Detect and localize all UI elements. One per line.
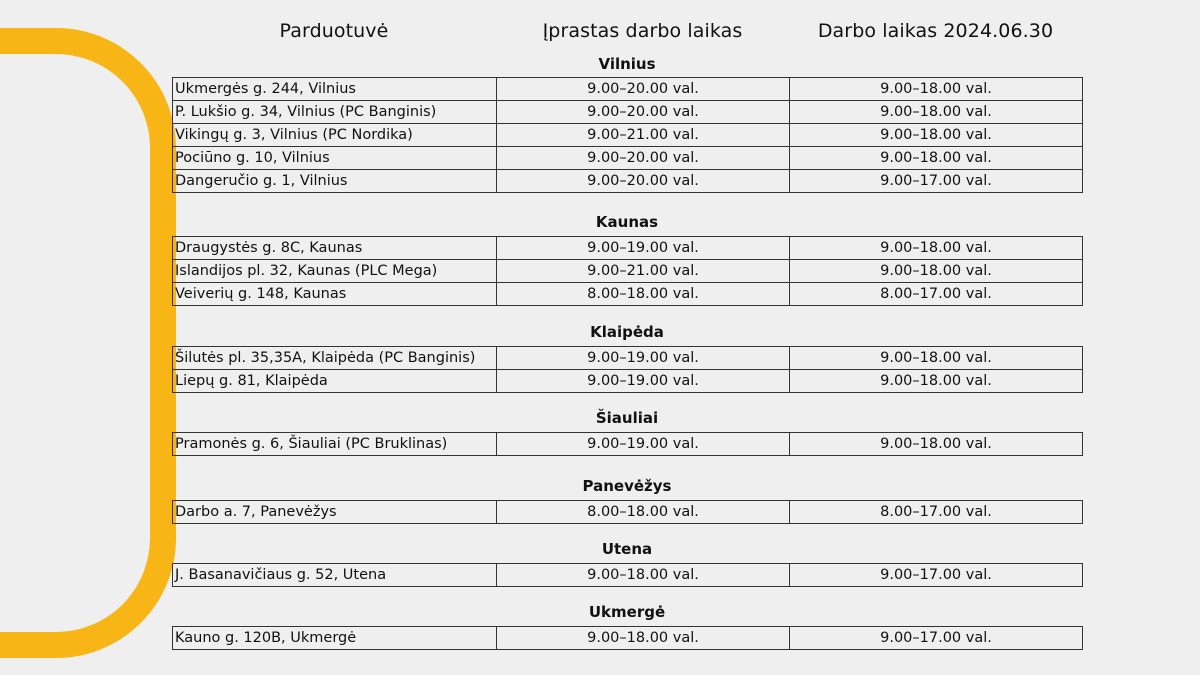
table-row <box>173 564 1083 587</box>
special-hours: 9.00–18.00 val. <box>790 347 1083 370</box>
city-table-kaunas <box>172 236 1083 306</box>
special-hours: 8.00–17.00 val. <box>790 283 1083 306</box>
regular-hours: 9.00–19.00 val. <box>497 347 790 370</box>
regular-hours: 8.00–18.00 val. <box>497 501 790 524</box>
table-header <box>172 20 1082 46</box>
store-address: Islandijos pl. 32, Kaunas (PLC Mega) <box>173 260 497 283</box>
regular-hours: 9.00–20.00 val. <box>497 78 790 101</box>
table-row <box>173 370 1083 393</box>
table-row <box>173 78 1083 101</box>
regular-hours: 9.00–18.00 val. <box>497 627 790 650</box>
store-address: Draugystės g. 8C, Kaunas <box>173 237 497 260</box>
table-row <box>173 501 1083 524</box>
column-header-regular-hours: Įprastas darbo laikas <box>542 20 743 42</box>
regular-hours: 9.00–19.00 val. <box>497 370 790 393</box>
city-table-ukmerge <box>172 626 1083 650</box>
city-heading-kaunas: Kaunas <box>595 213 659 231</box>
city-heading-vilnius: Vilnius <box>598 55 656 73</box>
table-row <box>173 433 1083 456</box>
city-heading-ukmerge: Ukmergė <box>588 603 666 621</box>
table-row <box>173 101 1083 124</box>
special-hours: 9.00–18.00 val. <box>790 147 1083 170</box>
special-hours: 9.00–18.00 val. <box>790 260 1083 283</box>
store-address: P. Lukšio g. 34, Vilnius (PC Banginis) <box>173 101 497 124</box>
special-hours: 9.00–18.00 val. <box>790 78 1083 101</box>
regular-hours: 9.00–20.00 val. <box>497 170 790 193</box>
special-hours: 9.00–18.00 val. <box>790 370 1083 393</box>
table-row <box>173 347 1083 370</box>
store-address: Vikingų g. 3, Vilnius (PC Nordika) <box>173 124 497 147</box>
special-hours: 8.00–17.00 val. <box>790 501 1083 524</box>
table-row <box>173 237 1083 260</box>
store-address: Liepų g. 81, Klaipėda <box>173 370 497 393</box>
regular-hours: 9.00–18.00 val. <box>497 564 790 587</box>
regular-hours: 9.00–21.00 val. <box>497 260 790 283</box>
store-address: Darbo a. 7, Panevėžys <box>173 501 497 524</box>
table-row <box>173 147 1083 170</box>
city-table-klaipeda <box>172 346 1083 393</box>
store-address: Pociūno g. 10, Vilnius <box>173 147 497 170</box>
store-address: Ukmergės g. 244, Vilnius <box>173 78 497 101</box>
store-address: Pramonės g. 6, Šiauliai (PC Bruklinas) <box>173 433 497 456</box>
table-row <box>173 260 1083 283</box>
table-row <box>173 124 1083 147</box>
regular-hours: 9.00–19.00 val. <box>497 237 790 260</box>
city-heading-utena: Utena <box>601 540 653 558</box>
city-table-siauliai <box>172 432 1083 456</box>
city-heading-siauliai: Šiauliai <box>595 409 659 427</box>
regular-hours: 9.00–19.00 val. <box>497 433 790 456</box>
regular-hours: 8.00–18.00 val. <box>497 283 790 306</box>
regular-hours: 9.00–21.00 val. <box>497 124 790 147</box>
special-hours: 9.00–18.00 val. <box>790 101 1083 124</box>
store-address: Šilutės pl. 35,35A, Klaipėda (PC Banginis) <box>173 347 497 370</box>
column-header-store: Parduotuvė <box>279 20 389 42</box>
store-address: J. Basanavičiaus g. 52, Utena <box>173 564 497 587</box>
city-table-panevezys <box>172 500 1083 524</box>
table-row <box>173 170 1083 193</box>
regular-hours: 9.00–20.00 val. <box>497 147 790 170</box>
regular-hours: 9.00–20.00 val. <box>497 101 790 124</box>
special-hours: 9.00–18.00 val. <box>790 433 1083 456</box>
special-hours: 9.00–17.00 val. <box>790 627 1083 650</box>
special-hours: 9.00–18.00 val. <box>790 237 1083 260</box>
store-address: Kauno g. 120B, Ukmergė <box>173 627 497 650</box>
special-hours: 9.00–17.00 val. <box>790 564 1083 587</box>
special-hours: 9.00–18.00 val. <box>790 124 1083 147</box>
city-table-utena <box>172 563 1083 587</box>
decorative-yellow-arc <box>0 28 176 658</box>
special-hours: 9.00–17.00 val. <box>790 170 1083 193</box>
city-heading-klaipeda: Klaipėda <box>590 323 664 341</box>
column-header-special-hours: Darbo laikas 2024.06.30 <box>817 20 1054 42</box>
table-row <box>173 283 1083 306</box>
store-address: Dangeručio g. 1, Vilnius <box>173 170 497 193</box>
city-heading-panevezys: Panevėžys <box>582 477 672 495</box>
city-table-vilnius <box>172 77 1083 193</box>
table-row <box>173 627 1083 650</box>
store-address: Veiverių g. 148, Kaunas <box>173 283 497 306</box>
